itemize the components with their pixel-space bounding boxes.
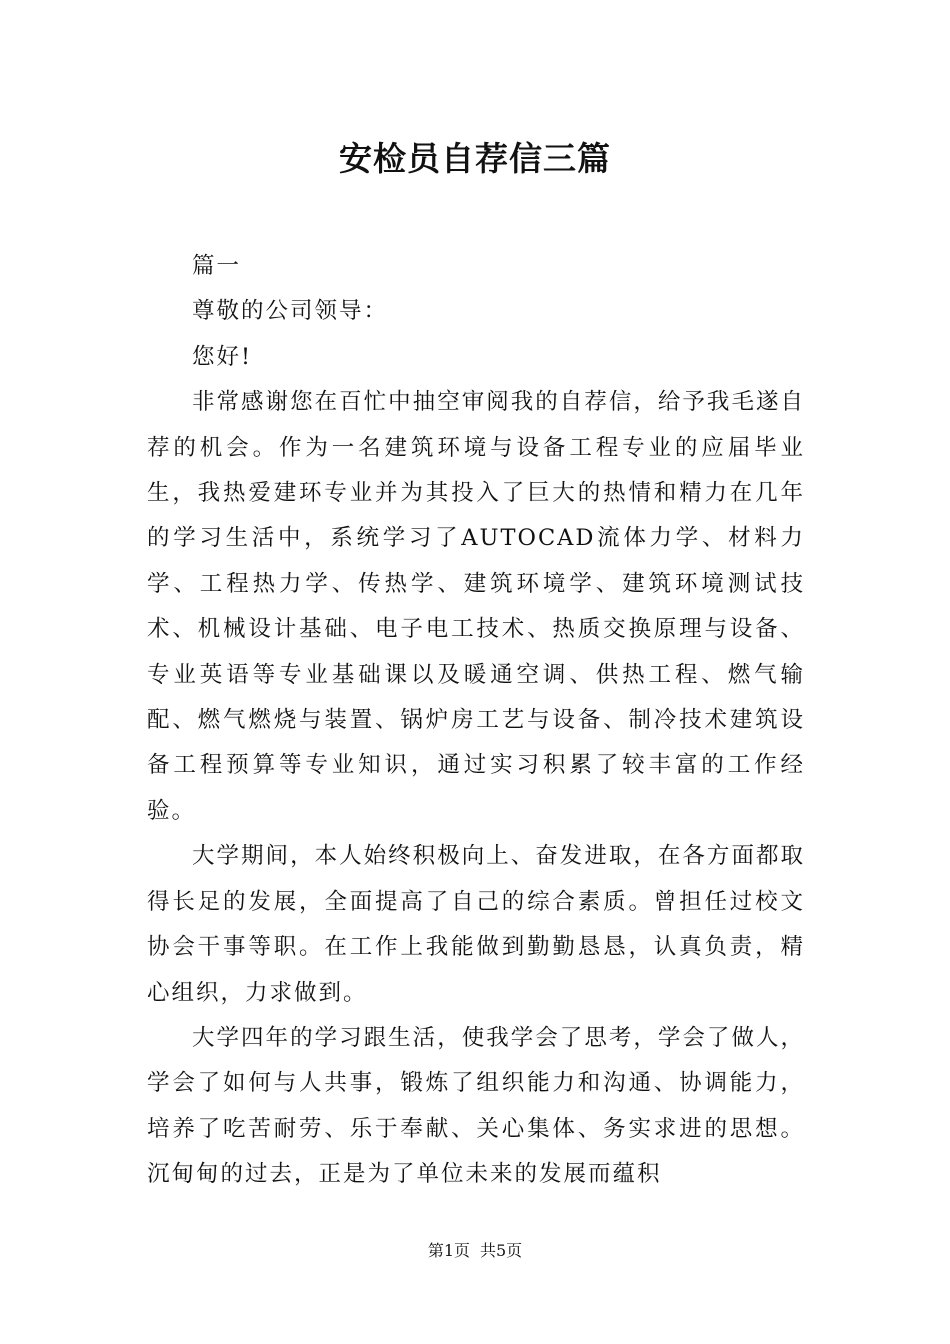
page-footer — [0, 1239, 950, 1263]
body-paragraph: 大学四年的学习跟生活，使我学会了思考，学会了做人，学会了如何与人共事，锻炼了组织能力和沟通、协调能力，培养了吃苦耐劳、乐于奉献、关心集体、务实求进的思想。沉甸甸的过去，正是为了单位未来的发展而蕴积 — [147, 1024, 805, 1188]
page-number: 第1页 — [427, 1241, 470, 1260]
greeting: 您好! — [192, 343, 253, 370]
body-paragraph: 大学期间，本人始终积极向上、奋发进取，在各方面都取得长足的发展，全面提高了自己的综合素质。曾担任过校文协会干事等职。在工作上我能做到勤勤恳恳，认真负责，精心组织，力求做到。 — [147, 843, 805, 1006]
document-title: 安检员自荐信三篇 — [339, 139, 611, 178]
section-heading: 篇一 — [192, 253, 242, 279]
page-total: 共5页 — [480, 1241, 523, 1260]
body-paragraph: 非常感谢您在百忙中抽空审阅我的自荐信，给予我毛遂自荐的机会。作为一名建筑环境与设备工程专业的应届毕业生，我热爱建环专业并为其投入了巨大的热情和精力在几年的学习生活中，系统学习了AUTOCAD流体力学、材料力学、工程热力学、传热学、建筑环境学、建筑环境测试技术、机械设计基础、电子电工技术、热质交换原理与设备、专业英语等专业基础课以及暖通空调、供热工程、燃气输配、燃气燃烧与装置、锅炉房工艺与设备、制冷技术建筑设备工程预算等专业知识，通过实习积累了较丰富的工作经验。 — [147, 389, 805, 824]
document-body — [147, 244, 805, 1198]
salutation: 尊敬的公司领导： — [192, 298, 389, 325]
